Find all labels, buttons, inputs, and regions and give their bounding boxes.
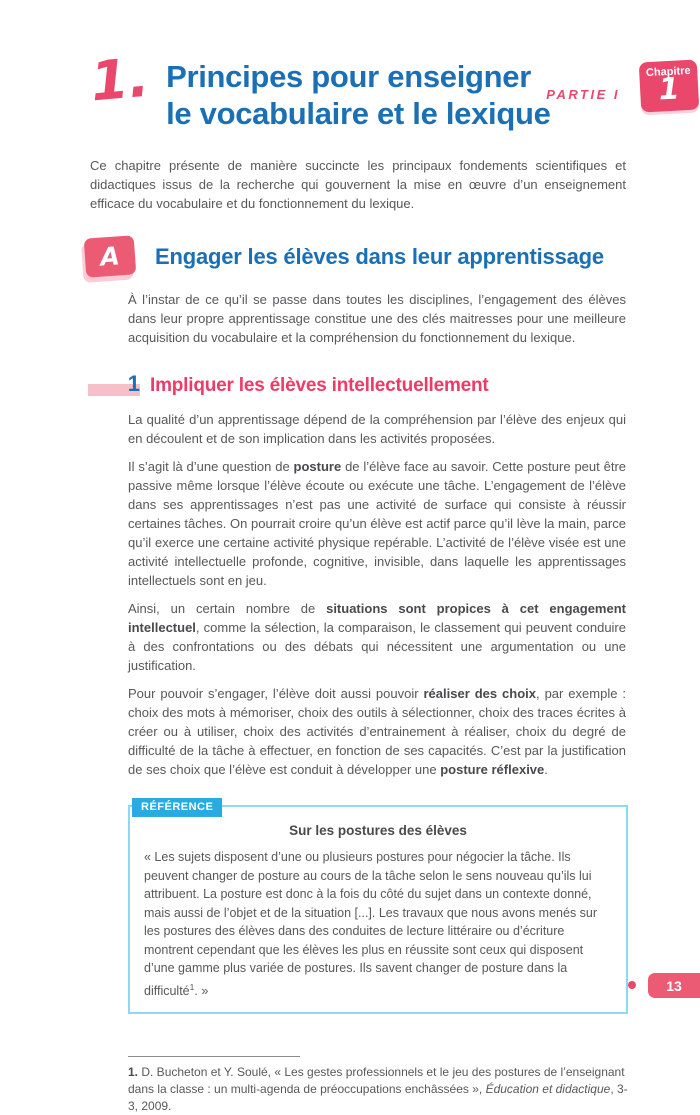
footnote-number: 1. xyxy=(128,1065,139,1080)
page-number-dot xyxy=(628,981,636,989)
footnote-marker: 1 xyxy=(189,981,195,992)
paragraph-4-text: Pour pouvoir s’engager, l’élève doit aussi pouvoir xyxy=(128,686,424,701)
paragraph-3 xyxy=(128,599,626,675)
section-a-heading-row xyxy=(85,237,700,276)
footnote-citation: D. Bucheton et Y. Soulé, « Les gestes professionnels et le jeu des postures de l’enseignant dans la classe : un multi-agenda de préoccupations enchâssées », xyxy=(128,1065,625,1097)
book-page xyxy=(0,45,700,1114)
chapter-intro-paragraph: Ce chapitre présente de manière succincte les principaux fondements scientifiques et didactiques issus de la recherche qui gouvernent la mise en œuvre d’un enseignement efficace du vocabulaire et du fonctionnement du lexique. xyxy=(90,158,626,211)
reference-box-label: RÉFÉRENCE xyxy=(132,798,222,817)
subsection-1-marker xyxy=(88,371,146,397)
section-a-badge: A xyxy=(84,235,137,277)
reference-box-title: Sur les postures des élèves xyxy=(289,823,467,838)
paragraph-4-bold-1: réaliser des choix xyxy=(423,686,537,701)
paragraph-2-bold: posture xyxy=(293,459,342,474)
chapter-title-line1: Principes pour enseigner xyxy=(166,59,531,94)
footnote-text xyxy=(128,1064,633,1115)
subsection-1-heading-row xyxy=(88,371,700,397)
footnote-divider xyxy=(128,1056,300,1057)
subsection-1-number: 1 xyxy=(127,371,140,396)
paragraph-1: La qualité d’un apprentissage dépend de la compréhension par l’élève des enjeux qui en découlent et de son implication dans les activités proposées. xyxy=(128,412,626,446)
paragraph-3-text-cont: , comme la sélection, la comparaison, le classement qui peuvent conduire à des confrontations ou des débats qui nécessitent une argumentation ou une justification. xyxy=(128,620,626,673)
section-a-paragraph: À l’instar de ce qu’il se passe dans toutes les disciplines, l’engagement des élèves dans leur propre apprentissage constitue une des clés maitresses pour une meilleure acquisition du vocabulaire et la compréhension du fonctionnement du lexique. xyxy=(128,292,626,345)
reference-quote-end: . » xyxy=(194,983,209,998)
partie-label: PARTIE I xyxy=(546,87,620,102)
paragraph-2-text-cont: de l’élève face au savoir. Cette posture peut être passive même lorsque l’élève écoute ou exécute une tâche. L’engagement de l’élève dans ses apprentissages n’est pas une activité de surface qui consiste à réussir certaines tâches. On pourrait croire qu’un élève est actif parce qu’il lève la main, parce qu’il exerce une certaine activité physique repérable. L’activité de l’élève visée est une activité intellectuelle profonde, cognitive, invisible, dans laquelle les apprentissages intellectuels sont en jeu. xyxy=(128,459,627,588)
paragraph-4 xyxy=(128,684,626,779)
chapter-badge xyxy=(639,60,700,113)
paragraph-4-text-cont: , par exemple : choix des mots à mémoriser, choix des outils à sélectionner, choix des traces écrites à créer ou à utiliser, choix des activités d’entrainement à réaliser, choix du degré de difficulté de la tâche à effectuer, en fonction de ses capacités. C’est par la justification de ses choix que l’élève est conduit à développer une xyxy=(128,686,626,777)
chapter-badge-number: 1 xyxy=(657,71,681,108)
paragraph-2-text: Il s’agit là d’une question de xyxy=(128,459,294,474)
paragraph-3-bold: situations sont propices à cet engagement intellectuel xyxy=(128,601,626,635)
section-a-heading: Engager les élèves dans leur apprentissage xyxy=(155,243,604,269)
subsection-1-heading: Impliquer les élèves intellectuellement xyxy=(150,375,489,396)
chapter-title-number: 1. xyxy=(88,45,152,114)
paragraph-2 xyxy=(128,457,626,590)
chapter-title-line2: le vocabulaire et le lexique xyxy=(166,96,551,131)
paragraph-4-text-end: . xyxy=(544,762,548,777)
reference-box xyxy=(128,801,628,1014)
footnote-citation-end: , 3-3, 2009. xyxy=(128,1082,628,1114)
chapter-title-text xyxy=(166,58,550,132)
reference-quote-text: « Les sujets disposent d’une ou plusieurs postures pour négocier la tâche. Ils peuvent changer de posture au cours de la tâche selon le sens nouveau qu’ils lui attribuent. La posture est donc à la fois du côté du sujet dans un contexte donné, mais aussi de l’objet et de la situation [...]. Les travaux que nous avons menés sur les postures des élèves dans des conduites de lecture littéraire ou d’écriture montrent cependant que les élèves les plus en réussite sont ceux qui disposent d’une gamme plus variée de postures. Ils savent changer de posture dans la difficulté xyxy=(144,850,598,998)
chapter-badge-label: Chapitre xyxy=(645,64,691,80)
footnote xyxy=(128,1056,633,1115)
footnote-journal-title: Éducation et didactique xyxy=(485,1082,611,1097)
page-number-badge: 13 xyxy=(648,973,700,998)
reference-box-body xyxy=(144,848,612,1000)
paragraph-4-bold-2: posture réflexive xyxy=(440,762,545,777)
paragraph-3-text: Ainsi, un certain nombre de xyxy=(128,601,327,616)
